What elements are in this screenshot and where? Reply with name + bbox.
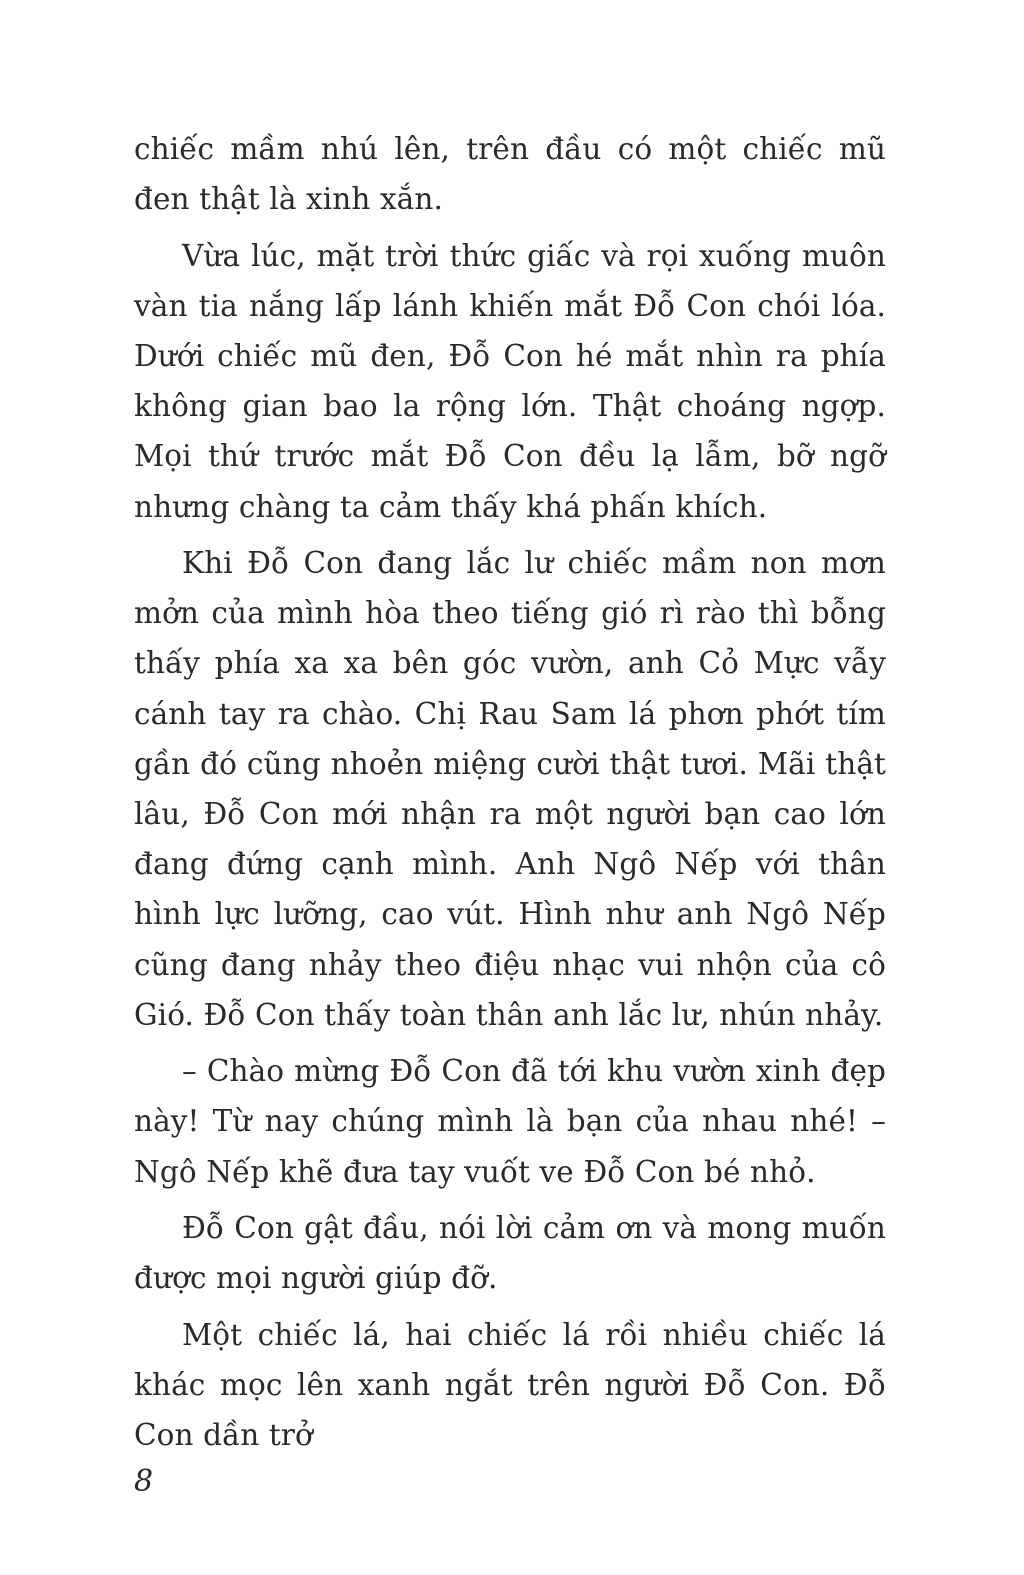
paragraph-5: Đỗ Con gật đầu, nói lời cảm ơn và mong muốn được mọi người giúp đỡ. bbox=[134, 1211, 886, 1296]
paragraph-2: Vừa lúc, mặt trời thức giấc và rọi xuống muôn vàn tia nắng lấp lánh khiến mắt Đỗ Con chói lóa. Dưới chiếc mũ đen, Đỗ Con hé mắt nhìn ra phía không gian bao la rộng lớn. Thật choáng ngợp. Mọi thứ trước mắt Đỗ Con đều lạ lẫm, bỡ ngỡ nhưng chàng ta cảm thấy khá phấn khích. bbox=[134, 238, 886, 524]
paragraph-4-dialogue: – Chào mừng Đỗ Con đã tới khu vườn xinh đẹp này! Từ nay chúng mình là bạn của nhau nhé! – Ngô Nếp khẽ đưa tay vuốt ve Đỗ Con bé nhỏ. bbox=[134, 1054, 886, 1189]
paragraph-3: Khi Đỗ Con đang lắc lư chiếc mầm non mơn mởn của mình hòa theo tiếng gió rì rào thì bỗng thấy phía xa xa bên góc vườn, anh Cỏ Mực vẫy cánh tay ra chào. Chị Rau Sam lá phơn phớt tím gần đó cũng nhoẻn miệng cười thật tươi. Mãi thật lâu, Đỗ Con mới nhận ra một người bạn cao lớn đang đứng cạnh mình. Anh Ngô Nếp với thân hình lực lưỡng, cao vút. Hình như anh Ngô Nếp cũng đang nhảy theo điệu nhạc vui nhộn của cô Gió. Đỗ Con thấy toàn thân anh lắc lư, nhún nhảy. bbox=[134, 546, 886, 1032]
page-number: 8 bbox=[134, 1464, 154, 1499]
paragraph-6: Một chiếc lá, hai chiếc lá rồi nhiều chiếc lá khác mọc lên xanh ngắt trên người Đỗ Con. Đỗ Con dần trở bbox=[134, 1317, 886, 1453]
paragraph-1: chiếc mầm nhú lên, trên đầu có một chiếc mũ đen thật là xinh xắn. bbox=[134, 132, 886, 217]
body-text bbox=[134, 124, 886, 1466]
